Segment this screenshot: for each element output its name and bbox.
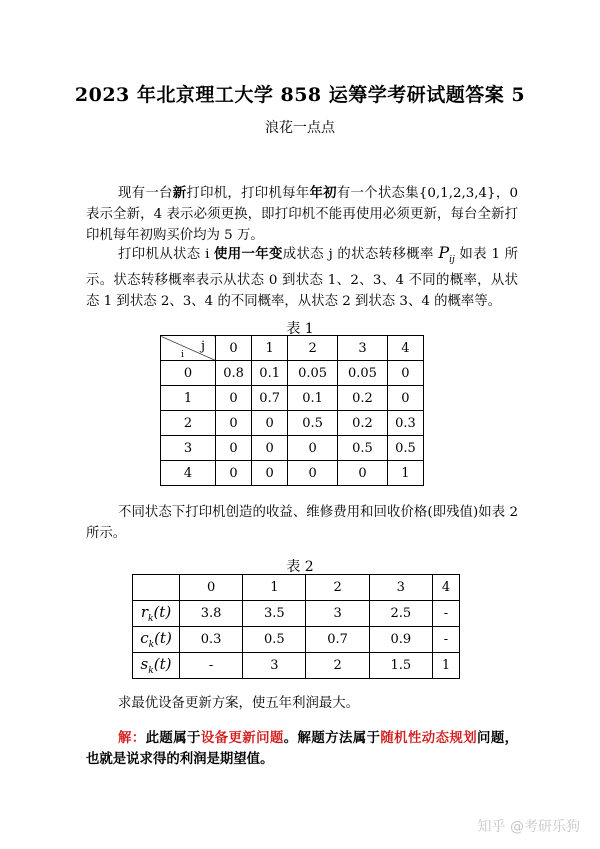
cell: 0	[387, 386, 423, 411]
solution-paragraph	[86, 728, 518, 770]
table-row	[161, 461, 424, 486]
cell: 0	[252, 436, 288, 461]
cell: 0.2	[338, 386, 388, 411]
cell: 0	[288, 461, 338, 486]
cell: 3	[243, 653, 306, 679]
diagonal-header-cell	[161, 336, 216, 361]
corner-i: i	[181, 350, 184, 360]
cell: 0.3	[387, 411, 423, 436]
table2-caption: 表 2	[286, 559, 314, 575]
table-row	[161, 411, 424, 436]
cell: 0.2	[338, 411, 388, 436]
cell: 3	[306, 601, 369, 627]
emphasis: 年初	[309, 185, 337, 201]
cell: 0	[252, 461, 288, 486]
highlight-term: 随机性动态规划	[380, 730, 478, 746]
cell: 0	[387, 361, 423, 386]
cell: 0.3	[180, 627, 243, 653]
watermark: 知乎 @考研乐狗	[477, 819, 580, 835]
text: 有一个状态集{0,1,2,3,4}，0 表示全新，4 表示必须更换，即打印机不能再使用必须更新，每台全新打印机每年初购买价均为 5 万。	[86, 186, 519, 243]
col-header: 2	[306, 575, 369, 601]
math-sub: k	[148, 640, 155, 650]
math-sub: k	[148, 666, 154, 676]
page-title: 2023 年北京理工大学 858 运筹学考研试题答案 5	[74, 84, 526, 106]
corner-cell	[133, 575, 180, 601]
cell: 0	[288, 436, 338, 461]
table-row	[133, 627, 460, 653]
math-var: r	[140, 603, 148, 621]
table1-caption: 表 1	[286, 321, 314, 337]
table-header-row	[133, 575, 460, 601]
cell: -	[180, 653, 243, 679]
text: 打印机，打印机每年	[186, 186, 310, 201]
cell: 3.8	[180, 601, 243, 627]
text: 成状态 j 的状态转移概率	[282, 247, 439, 262]
cell: 0.5	[338, 436, 388, 461]
col-header: 2	[288, 336, 338, 361]
cell: 2.5	[369, 601, 432, 627]
cell: -	[432, 601, 459, 627]
problem-paragraph-3: 不同状态下打印机创造的收益、维修费用和回收价格(即残值)如表 2 所示。	[86, 505, 518, 541]
cell: 0	[252, 411, 288, 436]
math-symbol	[438, 243, 455, 266]
author: 浪花一点点	[265, 120, 335, 136]
math-var: P	[438, 243, 450, 262]
cell: 0.5	[288, 411, 338, 436]
problem-paragraph-1	[86, 183, 518, 246]
text: 问题，也就是说求得的利润是期望值。	[86, 730, 519, 767]
col-header: 0	[180, 575, 243, 601]
math-arg: (t)	[153, 655, 172, 673]
solution-label: 解：	[118, 730, 146, 746]
cell: 0.8	[216, 361, 252, 386]
text: 此题属于	[145, 730, 201, 746]
cell: 0.1	[252, 361, 288, 386]
text: 。解题方法属于	[283, 730, 381, 746]
text: 现有一台	[118, 186, 173, 201]
math-sub: k	[147, 614, 154, 624]
question-paragraph: 求最优设备更新方案，使五年利润最大。	[118, 696, 360, 711]
math-var: c	[140, 629, 149, 647]
row-header: 0	[161, 361, 216, 386]
cell: 0	[216, 461, 252, 486]
cell: 0	[338, 461, 388, 486]
col-header: 3	[369, 575, 432, 601]
col-header: 0	[216, 336, 252, 361]
corner-j: j	[200, 339, 205, 354]
table-row	[161, 361, 424, 386]
row-header: 3	[161, 436, 216, 461]
cell: 1	[387, 461, 423, 486]
col-header: 1	[252, 336, 288, 361]
row-header: 4	[161, 461, 216, 486]
cell: 0.05	[288, 361, 338, 386]
table-row	[133, 653, 460, 679]
cell: 0.1	[288, 386, 338, 411]
emphasis: 新	[172, 185, 187, 201]
cell: -	[432, 627, 459, 653]
cell: 0.5	[387, 436, 423, 461]
row-header: 1	[161, 386, 216, 411]
table-header-row	[161, 336, 424, 361]
cell: 1.5	[369, 653, 432, 679]
math-arg: (t)	[154, 629, 172, 647]
col-header: 1	[243, 575, 306, 601]
cell: 0.5	[243, 627, 306, 653]
cell: 0	[216, 436, 252, 461]
math-sub: ij	[449, 255, 455, 266]
cell: 0	[216, 386, 252, 411]
math-var: s	[140, 655, 149, 673]
row-header-sk	[133, 653, 180, 679]
row-header: 2	[161, 411, 216, 436]
math-arg: (t)	[153, 603, 172, 621]
table-row	[161, 386, 424, 411]
table-row	[133, 601, 460, 627]
row-header-ck	[133, 627, 180, 653]
text: 打印机从状态 i	[118, 247, 215, 262]
col-header: 3	[338, 336, 388, 361]
cell: 3.5	[243, 601, 306, 627]
col-header: 4	[432, 575, 459, 601]
cell: 0.7	[252, 386, 288, 411]
cell: 0.9	[369, 627, 432, 653]
row-header-rk	[133, 601, 180, 627]
revenue-table	[132, 574, 460, 679]
cell: 0.7	[306, 627, 369, 653]
transition-table	[160, 335, 424, 486]
problem-paragraph-2	[86, 243, 518, 313]
cell: 2	[306, 653, 369, 679]
cell: 1	[432, 653, 459, 679]
highlight-term: 设备更新问题	[200, 730, 284, 746]
cell: 0.05	[338, 361, 388, 386]
cell: 0	[216, 411, 252, 436]
emphasis: 使用一年变	[214, 246, 283, 262]
table-row	[161, 436, 424, 461]
text: 如表 1 所示。状态转移概率表示从状态 0 到状态 1、2、3、4 不同的概率，从状态 1 到状态 2、3、4 的不同概率，从状态 2 到状态 3、4 的概率等。	[86, 247, 519, 309]
col-header: 4	[387, 336, 423, 361]
